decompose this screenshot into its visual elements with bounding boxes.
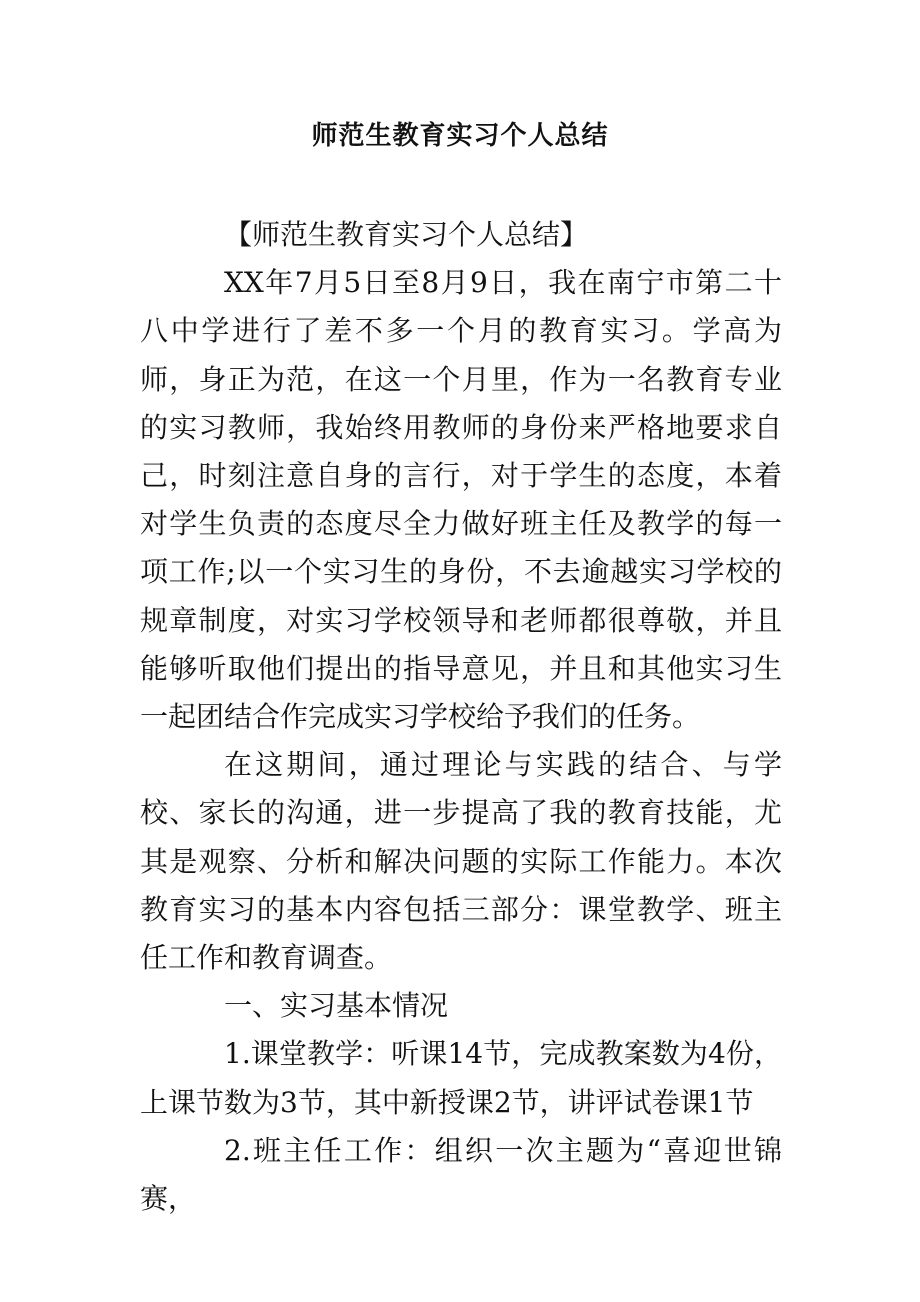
list-item-class-teacher-work: 2.班主任工作：组织一次主题为“喜迎世锦赛，	[140, 1133, 782, 1216]
list-item-classroom-teaching: 1.课堂教学：听课14节，完成教案数为4份，上课节数为3节，其中新授课2节，讲评试卷课1节	[140, 1037, 782, 1119]
section-heading-basic-situation: 一、实习基本情况	[224, 989, 449, 1023]
document-title: 师范生教育实习个人总结	[311, 121, 609, 151]
paragraph-skills-improvement: 在这期间，通过理论与实践的结合、与学校、家长的沟通，进一步提高了我的教育技能，尤其是观察、分析和解决问题的实际工作能力。本次教育实习的基本内容包括三部分：课堂教学、班主任工作和教育调查。	[140, 748, 782, 975]
paragraph-internship-overview: XX年7月5日至8月9日，我在南宁市第二十八中学进行了差不多一个月的教育实习。学高为师，身正为范，在这一个月里，作为一名教育专业的实习教师，我始终用教师的身份来严格地要求自己，时刻注意自身的言行，对于学生的态度，本着对学生负责的态度尽全力做好班主任及教学的每一项工作;以一个实习生的身份，不去逾越实习学校的规章制度，对实习学校领导和老师都很尊敬，并且能够听取他们提出的指导意见，并且和其他实习生一起团结合作完成实习学校给予我们的任务。	[140, 266, 782, 734]
paragraph-heading-bracket: 【师范生教育实习个人总结】	[224, 218, 589, 251]
document-body	[140, 211, 782, 1223]
